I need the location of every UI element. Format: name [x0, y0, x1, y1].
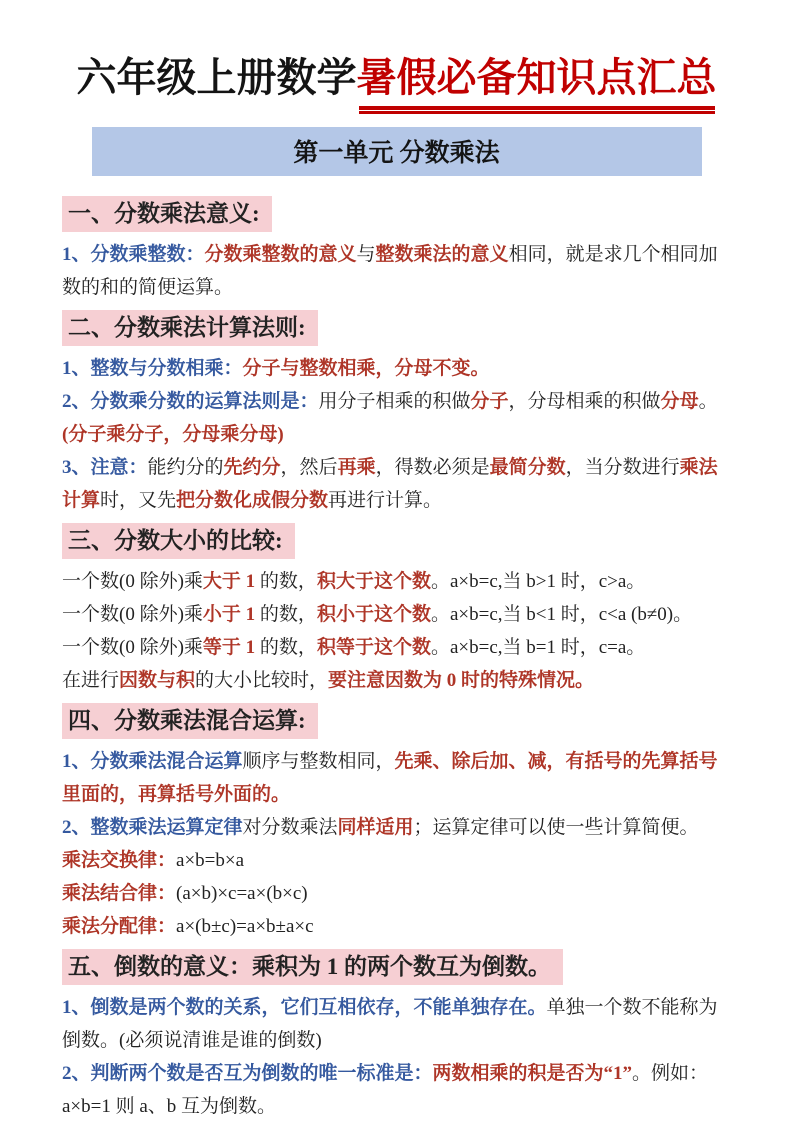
text-segment: 在进行 — [62, 670, 120, 691]
text-segment: 再乘 — [337, 457, 376, 478]
text-segment: 的大小比较时， — [195, 670, 329, 691]
text-segment: 时，又先 — [100, 490, 177, 511]
text-segment: 两数相乘的积是否为“1” — [432, 1063, 633, 1084]
unit-banner: 第一单元 分数乘法 — [92, 127, 702, 176]
text-segment: 倒数。(必须说清谁是谁的倒数) — [62, 1030, 322, 1051]
text-line — [62, 778, 747, 811]
text-segment: 一个数(0 除外)乘 — [62, 637, 203, 658]
text-line — [62, 451, 747, 484]
text-segment: 。a×b=c,当 b>1 时，c>a。 — [430, 571, 646, 592]
text-line — [62, 238, 747, 271]
text-segment: 2、判断两个数是否互为倒数的唯一标准是： — [62, 1063, 433, 1084]
text-segment: 先约分 — [223, 457, 281, 478]
text-segment: (a×b)×c=a×(b×c) — [176, 883, 308, 904]
text-segment: 大于 1 — [202, 571, 256, 592]
section-heading — [62, 523, 747, 559]
text-line — [62, 664, 747, 697]
text-segment: a×b=1 则 a、b 互为倒数。 — [62, 1096, 277, 1117]
text-segment: 分子 — [470, 391, 509, 412]
text-segment: 2、分数乘分数的运算法则是： — [62, 391, 319, 412]
text-segment: ，当分数进行 — [565, 457, 680, 478]
text-line — [62, 877, 747, 910]
text-segment: 乘法结合律： — [62, 883, 177, 904]
text-segment: 乘法分配律： — [62, 916, 177, 937]
text-segment: 二、分数乘法计算法则: — [68, 315, 306, 340]
text-segment: 分数乘整数的意义 — [204, 244, 357, 265]
text-segment: 积大于这个数 — [316, 571, 431, 592]
text-segment: a×b=b×a — [176, 850, 245, 871]
text-segment: ，得数必须是 — [375, 457, 490, 478]
text-segment: 。a×b=c,当 b=1 时，c=a。 — [430, 637, 646, 658]
text-segment: 先乘、除后加、减，有括号的先算括号 — [394, 751, 718, 772]
text-segment: 能约分的 — [147, 457, 224, 478]
text-segment: 五、倒数的意义：乘积为 1 的两个数互为倒数。 — [68, 954, 551, 979]
heading-highlight — [62, 703, 318, 739]
heading-highlight — [62, 949, 563, 985]
heading-highlight — [62, 523, 295, 559]
text-line — [62, 484, 747, 517]
text-line — [62, 598, 747, 631]
text-segment: 1、分数乘法混合运算 — [62, 751, 243, 772]
page-title-red-underlined-part: 暑假必备知识点汇总 — [357, 50, 717, 114]
text-segment: 1、整数与分数相乘： — [62, 358, 243, 379]
text-segment: 一个数(0 除外)乘 — [62, 604, 203, 625]
text-segment: 四、分数乘法混合运算: — [68, 708, 306, 733]
heading-highlight — [62, 196, 272, 232]
text-line — [62, 385, 747, 418]
text-segment: 顺序与整数相同， — [242, 751, 395, 772]
text-line — [62, 271, 747, 304]
text-segment: 。a×b=c,当 b<1 时，c<a (b≠0)。 — [430, 604, 693, 625]
section-heading — [62, 703, 747, 739]
section-heading — [62, 196, 747, 232]
text-segment: 小于 1 — [202, 604, 256, 625]
text-segment: 三、分数大小的比较: — [68, 528, 283, 553]
text-segment: a×(b±c)=a×b±a×c — [176, 916, 314, 937]
text-line — [62, 352, 747, 385]
section-heading — [62, 949, 747, 985]
text-segment: 因数与积 — [119, 670, 196, 691]
text-segment: 分子与整数相乘，分母不变。 — [242, 358, 490, 379]
text-segment: 分母 — [660, 391, 699, 412]
text-segment: 相同，就是求几个相同加 — [508, 244, 718, 265]
text-segment: 再进行计算。 — [328, 490, 443, 511]
text-segment: 用分子相乘的积做 — [318, 391, 471, 412]
text-segment: (分子乘分子，分母乘分母) — [62, 424, 284, 445]
text-segment: 单独一个数不能称为 — [546, 997, 718, 1018]
text-segment: 要注意因数为 0 时的特殊情况。 — [328, 670, 595, 691]
text-segment: ，然后 — [280, 457, 338, 478]
text-line — [62, 811, 747, 844]
text-line — [62, 418, 747, 451]
text-line — [62, 910, 747, 943]
text-segment: 最简分数 — [489, 457, 566, 478]
text-segment: 等于 1 — [202, 637, 256, 658]
text-segment: 的数， — [255, 637, 317, 658]
text-line — [62, 631, 747, 664]
text-line — [62, 844, 747, 877]
text-segment: 1、倒数是两个数的关系，它们互相依存，不能单独存在。 — [62, 997, 547, 1018]
text-line — [62, 745, 747, 778]
text-segment: 积等于这个数 — [316, 637, 431, 658]
text-segment: 的数， — [255, 604, 317, 625]
text-segment: 计算 — [62, 490, 101, 511]
text-segment: 乘法 — [679, 457, 718, 478]
section-heading — [62, 310, 747, 346]
text-line — [62, 1090, 747, 1122]
content — [0, 176, 793, 1122]
page-title-black-part: 六年级上册数学 — [76, 55, 357, 100]
text-line — [62, 1057, 747, 1090]
text-line — [62, 1024, 747, 1057]
text-segment: 对分数乘法 — [242, 817, 338, 838]
text-segment: 同样适用 — [337, 817, 414, 838]
page-title — [0, 50, 793, 114]
text-line — [62, 991, 747, 1024]
text-segment: 把分数化成假分数 — [176, 490, 329, 511]
text-segment: 一个数(0 除外)乘 — [62, 571, 203, 592]
text-segment: ，分母相乘的积做 — [508, 391, 661, 412]
text-segment: 1、分数乘整数： — [62, 244, 205, 265]
text-segment: 数的和的简便运算。 — [62, 277, 234, 298]
heading-highlight — [62, 310, 318, 346]
text-segment: 乘法交换律： — [62, 850, 177, 871]
text-segment: 整数乘法的意义 — [375, 244, 509, 265]
text-segment: 一、分数乘法意义: — [68, 201, 260, 226]
text-segment: 。 — [698, 391, 718, 412]
text-segment: 3、注意： — [62, 457, 148, 478]
text-line — [62, 565, 747, 598]
text-segment: 的数， — [255, 571, 317, 592]
text-segment: 2、整数乘法运算定律 — [62, 817, 243, 838]
text-segment: 里面的，再算括号外面的。 — [62, 784, 291, 805]
text-segment: ；运算定律可以使一些计算简便。 — [413, 817, 699, 838]
text-segment: 与 — [356, 244, 376, 265]
text-segment: 。例如： — [632, 1063, 709, 1084]
text-segment: 积小于这个数 — [316, 604, 431, 625]
